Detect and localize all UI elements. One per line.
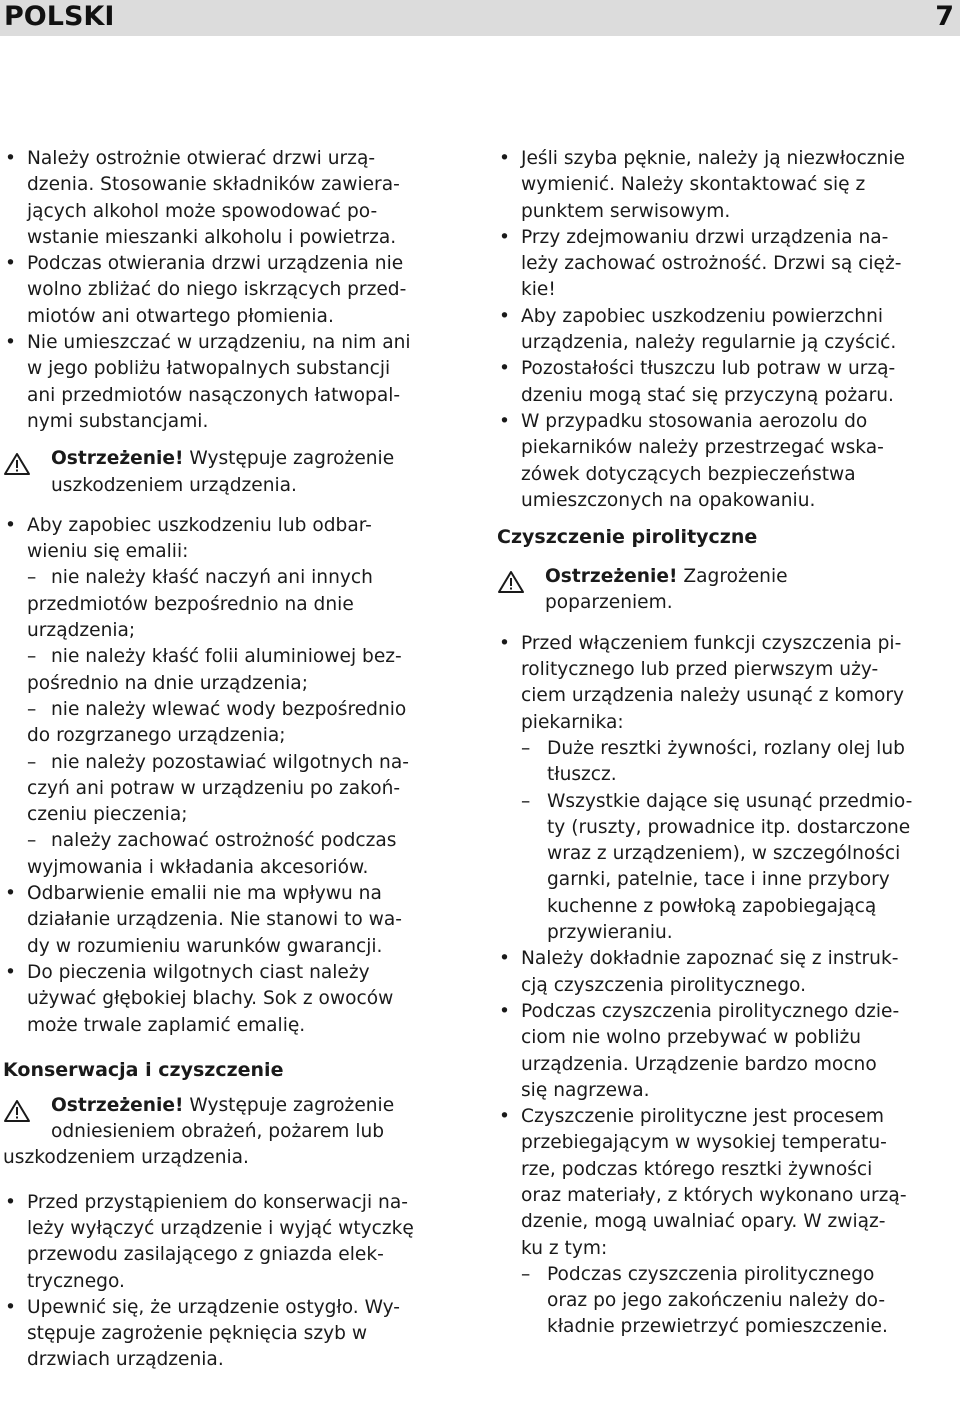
dash-item: – nie należy wlewać wody bezpośrednio xyxy=(27,697,455,723)
list-item: • Przy zdejmowaniu drzwi urządzenia na- leży zachować ostrożność. Drzwi są cięż- kie! xyxy=(497,225,957,304)
pyrolytic-list xyxy=(497,631,957,736)
warning-box: Ostrzeżenie! Zagrożenie poparzeniem. xyxy=(497,564,957,617)
list-item: • W przypadku stosowania aerozolu do piekarników należy przestrzegać wska- zówek dotyczących bezpieczeństwa umieszczonych na opakowaniu. xyxy=(497,409,957,514)
list-item: • Nie umieszczać w urządzeniu, na nim ani w jego pobliżu łatwopalnych substancji ani przedmiotów nasączonych łatwopal- nymi substancjami. xyxy=(3,330,455,435)
warning-icon xyxy=(3,1099,31,1123)
section-title-pyrolytic: Czyszczenie pirolityczne xyxy=(497,526,758,549)
dash-item: – nie należy kłaść folii aluminiowej bez- xyxy=(27,644,455,670)
enamel-list xyxy=(3,513,455,566)
right-column xyxy=(497,146,957,1341)
list-item: • Należy ostrożnie otwierać drzwi urzą- dzenia. Stosowanie składników zawiera- jących alkohol może spowodować po- wstanie mieszanki alkoholu i powietrza. xyxy=(3,146,455,251)
left-column xyxy=(3,146,455,1374)
list-item: • Przed włączeniem funkcji czyszczenia pi- rolitycznego lub przed pierwszym uży- ciem urządzenia należy usunąć z komory piekarnika: xyxy=(497,631,957,736)
list-item: • Podczas czyszczenia pirolitycznego dzie- ciom nie wolno przebywać w pobliżu urządzenia. Urządzenie bardzo mocno się nagrzewa. xyxy=(497,999,957,1104)
dash-item: – nie należy kłaść naczyń ani innych xyxy=(27,565,455,591)
list-item: • Do pieczenia wilgotnych ciast należy używać głębokiej blachy. Sok z owoców może trwale zaplamić emalię. xyxy=(3,960,455,1039)
warning-box: Ostrzeżenie! Występuje zagrożenie odniesieniem obrażeń, pożarem lub uszkodzeniem urządzenia. xyxy=(3,1094,395,1169)
list-item: • Odbarwienie emalii nie ma wpływu na działanie urządzenia. Nie stanowi to wa- dy w rozumieniu warunków gwarancji. xyxy=(3,881,455,960)
list-item: • Jeśli szyba pęknie, należy ją niezwłocznie wymienić. Należy skontaktować się z punktem serwisowym. xyxy=(497,146,957,225)
list-item: • Pozostałości tłuszczu lub potraw w urzą- dzeniu mogą stać się przyczyną pożaru. xyxy=(497,356,957,409)
list-item: • Aby zapobiec uszkodzeniu lub odbar- wieniu się emalii: xyxy=(3,513,455,566)
dash-list xyxy=(521,1262,957,1341)
page-number: 7 xyxy=(935,1,954,32)
dash-list xyxy=(521,736,957,946)
dash-item: – Podczas czyszczenia pirolitycznego oraz po jego zakończeniu należy do- kładnie przewietrzyć pomieszczenie. xyxy=(521,1262,957,1341)
warning-icon xyxy=(3,452,31,476)
dash-item: – Duże resztki żywności, rozlany olej lub tłuszcz. xyxy=(521,736,957,789)
section-title-maintenance: Konserwacja i czyszczenie xyxy=(3,1058,284,1081)
dash-item: – nie należy pozostawiać wilgotnych na- xyxy=(27,750,455,776)
list-item: • Podczas otwierania drzwi urządzenia nie wolno zbliżać do niego iskrzących przed- miotów ani otwartego płomienia. xyxy=(3,251,455,330)
warning-label: Ostrzeżenie! xyxy=(51,448,184,470)
warning-label: Ostrzeżenie! xyxy=(545,566,678,588)
dash-item: – należy zachować ostrożność podczas xyxy=(27,828,455,854)
enamel-list-rest xyxy=(3,881,455,1039)
page-header xyxy=(0,0,960,36)
safety-list-1 xyxy=(3,146,455,435)
warning-icon xyxy=(497,570,525,594)
warning-box: Ostrzeżenie! Występuje zagrożenie uszkodzeniem urządzenia. xyxy=(3,446,455,499)
dash-item: – Wszystkie dające się usunąć przedmio- ty (ruszty, prowadnice itp. dostarczone wraz z urządzeniem), w szczególności garnki, patelnie, tace i inne przybory kuchenne z powłoką zapobiegającą przywieraniu. xyxy=(521,789,957,947)
maintenance-list xyxy=(3,1190,455,1374)
dash-list: – nie należy kłaść naczyń ani innych przedmiotów bezpośrednio na dnie urządzenia; – nie należy kłaść folii aluminiowej bez- pośrednio na dnie urządzenia; – nie należy wlewać wody bezpośrednio do rozgrzanego urządzenia; – nie należy pozostawiać wilgotnych na- czyń ani potraw w urządzeniu po zakoń- czeniu pieczenia; – należy zachować ostrożność podczas wyjmowania i wkładania akcesoriów. xyxy=(27,565,455,881)
list-item: • Czyszczenie pirolityczne jest procesem przebiegającym w wysokiej temperatu- rze, podczas którego resztki żywności oraz materiały, z których wykonano urzą- dzenie, mogą uwalniać opary. W związ- ku z tym: xyxy=(497,1104,957,1262)
pyrolytic-list-rest xyxy=(497,946,957,1262)
safety-list-2 xyxy=(497,146,957,514)
list-item: • Przed przystąpieniem do konserwacji na- leży wyłączyć urządzenie i wyjąć wtyczkę przewodu zasilającego z gniazda elek- trycznego. xyxy=(3,1190,455,1295)
list-item: • Aby zapobiec uszkodzeniu powierzchni urządzenia, należy regularnie ją czyścić. xyxy=(497,304,957,357)
language-label: POLSKI xyxy=(4,1,115,32)
warning-label: Ostrzeżenie! xyxy=(51,1094,184,1116)
list-item: • Należy dokładnie zapoznać się z instruk- cją czyszczenia pirolitycznego. xyxy=(497,946,957,999)
list-item: • Upewnić się, że urządzenie ostygło. Wy- stępuje zagrożenie pęknięcia szyb w drzwiach urządzenia. xyxy=(3,1295,455,1374)
